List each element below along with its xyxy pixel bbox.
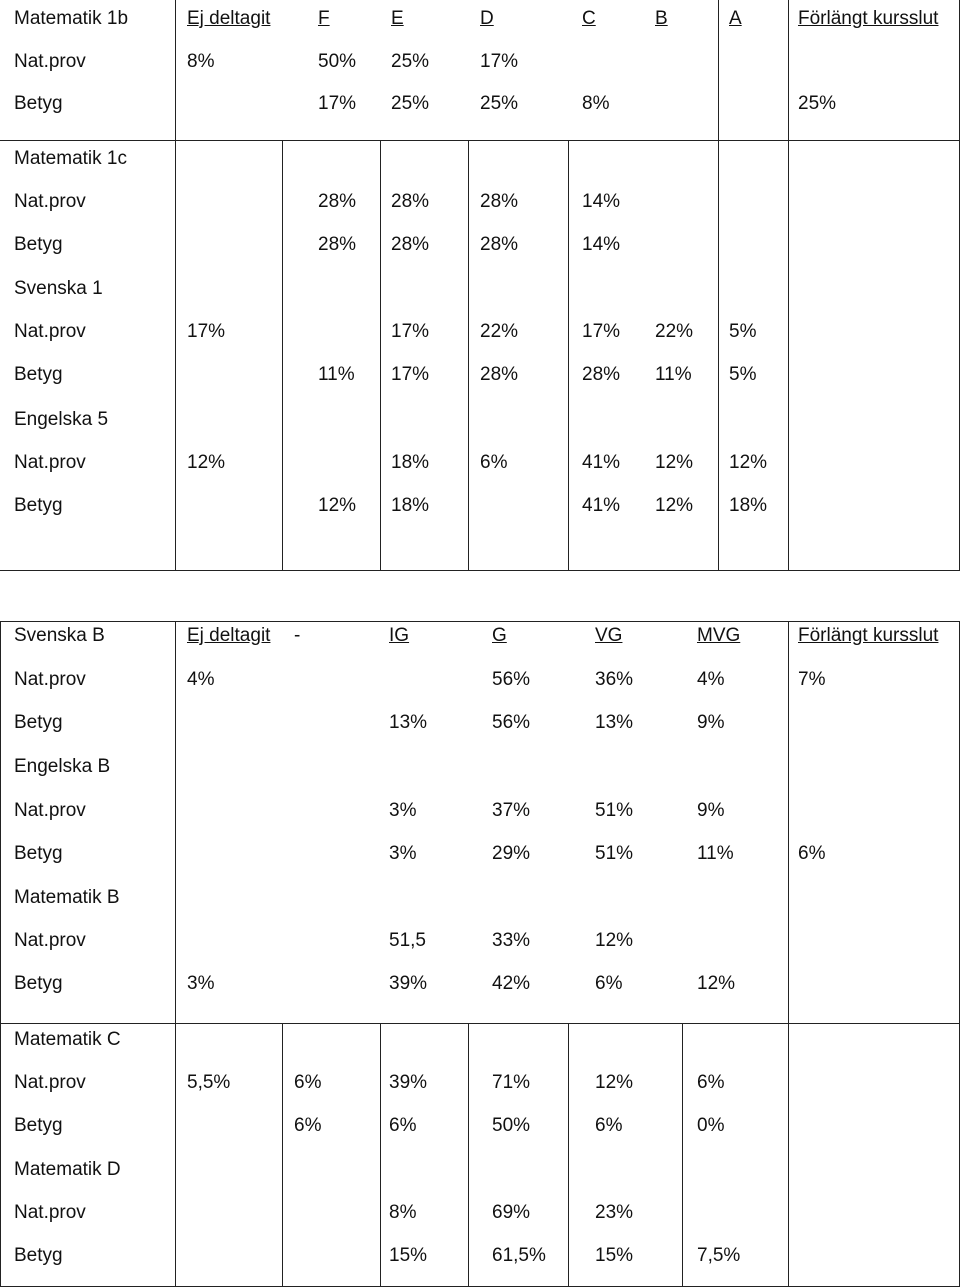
table2-border <box>0 621 960 622</box>
table-cell: 15% <box>389 1245 428 1266</box>
table-cell: 6% <box>595 1115 623 1136</box>
table-cell: 61,5% <box>492 1245 546 1266</box>
table1-border <box>788 0 789 570</box>
table-cell: 23% <box>595 1202 634 1223</box>
table-cell: 29% <box>492 843 531 864</box>
table-cell: 15% <box>595 1245 634 1266</box>
column-header: VG <box>595 625 623 646</box>
column-header: - <box>294 625 301 646</box>
column-header: A <box>729 8 742 29</box>
table-cell: 51% <box>595 843 634 864</box>
table-cell: 8% <box>582 93 610 114</box>
table-cell: 14% <box>582 234 621 255</box>
table-cell: 28% <box>480 364 519 385</box>
table-cell: 28% <box>480 191 519 212</box>
table2-border <box>175 621 176 1287</box>
table1-border <box>718 0 719 570</box>
table-cell: 3% <box>389 800 417 821</box>
table-cell: 17% <box>391 364 430 385</box>
row-label: Svenska 1 <box>14 278 103 299</box>
row-label: Nat.prov <box>14 452 86 473</box>
table-cell: 18% <box>391 452 430 473</box>
table1-border <box>282 140 283 570</box>
table-cell: 6% <box>595 973 623 994</box>
table-cell: 41% <box>582 452 621 473</box>
column-header: Ej deltagit <box>187 8 271 29</box>
table-cell: 8% <box>389 1202 417 1223</box>
table-cell: 42% <box>492 973 531 994</box>
table-cell: 37% <box>492 800 531 821</box>
table-cell: 17% <box>187 321 226 342</box>
row-label: Betyg <box>14 712 63 733</box>
row-label: Betyg <box>14 93 63 114</box>
table-cell: 4% <box>697 669 725 690</box>
table-cell: 14% <box>582 191 621 212</box>
row-label: Betyg <box>14 843 63 864</box>
row-label: Nat.prov <box>14 1072 86 1093</box>
table-cell: 8% <box>187 51 215 72</box>
table2-border <box>788 621 789 1287</box>
table-cell: 3% <box>187 973 215 994</box>
table-cell: 69% <box>492 1202 531 1223</box>
row-label: Nat.prov <box>14 51 86 72</box>
table-cell: 25% <box>480 93 519 114</box>
row-label: Betyg <box>14 234 63 255</box>
table-cell: 9% <box>697 800 725 821</box>
table-cell: 41% <box>582 495 621 516</box>
table-cell: 18% <box>729 495 768 516</box>
row-label: Nat.prov <box>14 321 86 342</box>
table-cell: 28% <box>318 234 357 255</box>
table-cell: 12% <box>655 452 694 473</box>
row-label: Svenska B <box>14 625 105 646</box>
table-cell: 17% <box>480 51 519 72</box>
table-cell: 6% <box>294 1115 322 1136</box>
table-cell: 11% <box>318 364 355 385</box>
table-cell: 17% <box>318 93 357 114</box>
table-cell: 25% <box>798 93 837 114</box>
table1-border <box>380 140 381 570</box>
table-cell: 51% <box>595 800 634 821</box>
table-cell: 6% <box>480 452 508 473</box>
table-cell: 6% <box>389 1115 417 1136</box>
table-cell: 3% <box>389 843 417 864</box>
table2-border <box>568 1023 569 1287</box>
table-cell: 71% <box>492 1072 531 1093</box>
table-cell: 6% <box>697 1072 725 1093</box>
row-label: Betyg <box>14 495 63 516</box>
table-cell: 56% <box>492 669 531 690</box>
row-label: Betyg <box>14 364 63 385</box>
table2-border <box>380 1023 381 1287</box>
column-header: Förlängt kursslut <box>798 625 939 646</box>
table-cell: 12% <box>697 973 736 994</box>
table-cell: 9% <box>697 712 725 733</box>
table-cell: 50% <box>318 51 357 72</box>
table-cell: 28% <box>391 234 430 255</box>
table1-border <box>468 140 469 570</box>
table-cell: 4% <box>187 669 215 690</box>
table-cell: 5,5% <box>187 1072 231 1093</box>
column-header: Förlängt kursslut <box>798 8 939 29</box>
row-label: Matematik D <box>14 1159 121 1180</box>
table-cell: 12% <box>595 1072 634 1093</box>
table-cell: 17% <box>391 321 430 342</box>
table-cell: 5% <box>729 364 757 385</box>
row-label: Engelska 5 <box>14 409 109 430</box>
table2-border <box>0 621 1 1287</box>
table-cell: 17% <box>582 321 621 342</box>
table-cell: 13% <box>595 712 634 733</box>
column-header: C <box>582 8 596 29</box>
row-label: Nat.prov <box>14 669 86 690</box>
row-label: Matematik 1b <box>14 8 129 29</box>
table-cell: 25% <box>391 51 430 72</box>
table-cell: 33% <box>492 930 531 951</box>
table2-border <box>682 1023 683 1287</box>
table-cell: 28% <box>582 364 621 385</box>
column-header: G <box>492 625 507 646</box>
table2-border <box>282 1023 283 1287</box>
table-cell: 11% <box>697 843 734 864</box>
row-label: Nat.prov <box>14 191 86 212</box>
column-header: IG <box>389 625 410 646</box>
table-cell: 39% <box>389 1072 428 1093</box>
table2-border <box>0 1286 960 1287</box>
row-label: Matematik B <box>14 887 120 908</box>
table-cell: 5% <box>729 321 757 342</box>
row-label: Matematik C <box>14 1029 121 1050</box>
row-label: Betyg <box>14 1115 63 1136</box>
table1-border <box>175 0 176 570</box>
table-cell: 25% <box>391 93 430 114</box>
table-cell: 36% <box>595 669 634 690</box>
table2-border <box>0 1023 960 1024</box>
table-cell: 7% <box>798 669 826 690</box>
table-cell: 22% <box>655 321 694 342</box>
row-label: Engelska B <box>14 756 111 777</box>
table-cell: 56% <box>492 712 531 733</box>
row-label: Betyg <box>14 973 63 994</box>
table-cell: 12% <box>318 495 357 516</box>
table-cell: 11% <box>655 364 692 385</box>
table-cell: 51,5 <box>389 930 426 951</box>
column-header: Ej deltagit <box>187 625 271 646</box>
table-cell: 6% <box>798 843 826 864</box>
table2-border <box>468 1023 469 1287</box>
table-cell: 28% <box>480 234 519 255</box>
row-label: Nat.prov <box>14 800 86 821</box>
table-cell: 22% <box>480 321 519 342</box>
table-cell: 13% <box>389 712 428 733</box>
row-label: Betyg <box>14 1245 63 1266</box>
table-cell: 12% <box>187 452 226 473</box>
column-header: B <box>655 8 668 29</box>
table1-border <box>568 140 569 570</box>
table1-border <box>0 140 960 141</box>
table-cell: 6% <box>294 1072 322 1093</box>
table-cell: 39% <box>389 973 428 994</box>
table-cell: 28% <box>318 191 357 212</box>
row-label: Nat.prov <box>14 930 86 951</box>
column-header: E <box>391 8 404 29</box>
table-cell: 28% <box>391 191 430 212</box>
table-cell: 18% <box>391 495 430 516</box>
table-cell: 12% <box>595 930 634 951</box>
row-label: Matematik 1c <box>14 148 127 169</box>
table1-border <box>0 570 960 571</box>
column-header: D <box>480 8 494 29</box>
column-header: F <box>318 8 330 29</box>
row-label: Nat.prov <box>14 1202 86 1223</box>
table-cell: 7,5% <box>697 1245 741 1266</box>
table-cell: 12% <box>729 452 768 473</box>
table-cell: 12% <box>655 495 694 516</box>
table-cell: 0% <box>697 1115 725 1136</box>
table-cell: 50% <box>492 1115 531 1136</box>
column-header: MVG <box>697 625 741 646</box>
